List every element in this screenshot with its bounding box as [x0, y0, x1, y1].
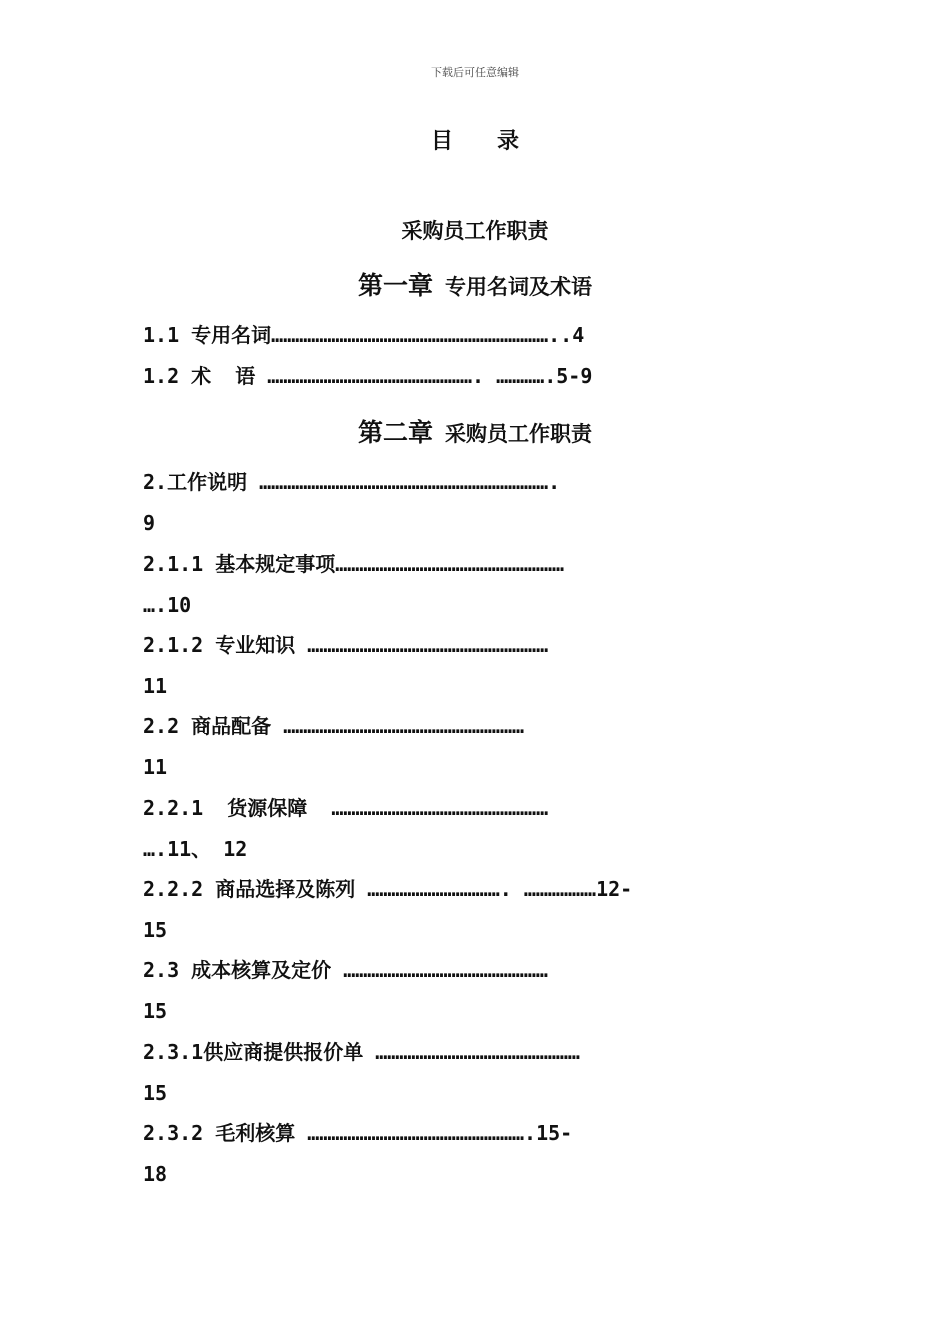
document-title: 采购员工作职责 — [401, 219, 549, 243]
chapter-2-number: 第二章 — [357, 418, 433, 447]
toc-entry-2-2-1[interactable]: 2.2.1 货源保障 ……………………………………………… — [143, 796, 549, 820]
chapter-1-name: 专用名词及术语 — [445, 275, 592, 299]
toc-entry-2-3-page: 15 — [143, 999, 168, 1023]
toc-entry-2-2-2[interactable]: 2.2.2 商品选择及陈列 ……………………………. ………………12- — [143, 877, 633, 901]
toc-entry-2-2-1-page: ….11、 12 — [143, 837, 248, 861]
toc-title: 目 录 — [430, 129, 519, 154]
toc-entry-2-1-1[interactable]: 2.1.1 基本规定事项………………………………………………… — [143, 552, 565, 576]
toc-entry-1-2[interactable]: 1.2 术 语 ……………………………………………. ………….5-9 — [143, 364, 593, 388]
toc-entry-2-2-2-page: 15 — [143, 918, 168, 942]
toc-entry-2[interactable]: 2.工作说明 ………………………………………………………………. — [143, 470, 561, 494]
toc-entry-2-page: 9 — [143, 511, 156, 535]
toc-entry-2-1-2[interactable]: 2.1.2 专业知识 …………………………………………………… — [143, 633, 549, 657]
toc-entry-2-3[interactable]: 2.3 成本核算及定价 …………………………………………… — [143, 958, 548, 982]
toc-entry-2-3-2[interactable]: 2.3.2 毛利核算 ……………………………………………….15- — [143, 1121, 573, 1145]
chapter-1-heading — [0, 266, 950, 302]
toc-entry-1-1[interactable]: 1.1 专用名词……………………………………………………………..4 — [143, 323, 585, 347]
toc-entry-2-3-1-page: 15 — [143, 1081, 168, 1105]
toc-entry-2-1-1-page: ….10 — [143, 593, 192, 617]
toc-entry-2-3-1[interactable]: 2.3.1供应商提供报价单 …………………………………………… — [143, 1040, 580, 1064]
chapter-2-name: 采购员工作职责 — [445, 422, 592, 446]
chapter-2-heading — [0, 413, 950, 449]
toc-entry-2-2[interactable]: 2.2 商品配备 …………………………………………………… — [143, 714, 525, 738]
chapter-1-number: 第一章 — [357, 271, 433, 300]
toc-entry-2-1-2-page: 11 — [143, 674, 168, 698]
toc-entry-2-2-page: 11 — [143, 755, 168, 779]
header-note: 下载后可任意编辑 — [431, 66, 519, 79]
toc-entry-2-3-2-page: 18 — [143, 1162, 168, 1186]
